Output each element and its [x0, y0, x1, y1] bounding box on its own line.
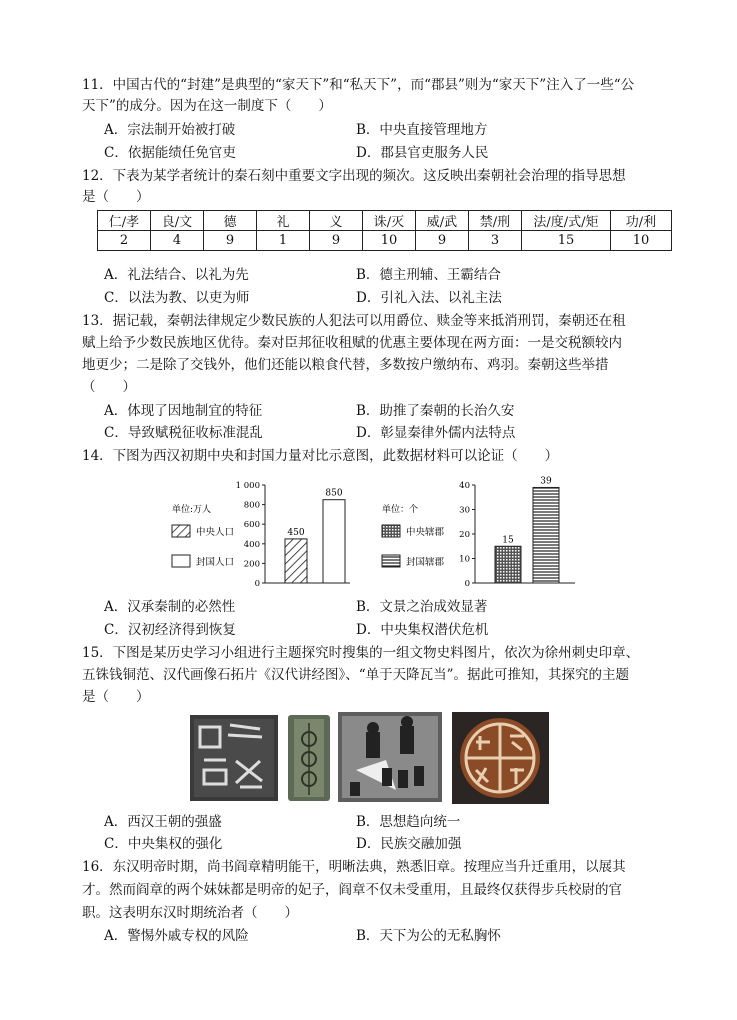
q14-stem: 14．下图为西汉初期中央和封国力量对比示意图，此数据材料可以论证（ ）	[82, 448, 559, 464]
q13-stem-3: 地更少；二是除了交钱外，他们还能以粮食代替，多数按户缴纳布、鸡羽。秦朝这些举措	[82, 357, 609, 373]
table-cell: 9	[310, 231, 363, 251]
q11-stem-2: 天下”的成分。因为在这一制度下（ ）	[82, 98, 332, 114]
q14-option-a: A．汉承秦制的必然性	[104, 599, 236, 615]
table-header-row	[98, 211, 672, 231]
table-row	[98, 231, 672, 251]
table-header: 仁/孝	[98, 211, 151, 231]
q13-option-d: D．彰显秦律外儒内法特点	[356, 425, 516, 441]
legend-label: 封国人口	[196, 557, 235, 568]
y-tick-label: 30	[459, 505, 470, 516]
q12-option-d: D．引礼入法、以礼主法	[356, 290, 502, 306]
table-cell: 9	[416, 231, 469, 251]
table-header: 功/利	[611, 211, 672, 231]
table-header: 礼	[257, 211, 310, 231]
population-chart	[172, 481, 350, 589]
bar	[285, 539, 307, 583]
legend-label: 封国辖郡	[406, 557, 445, 568]
q14-option-d: D．中央集权潜伏危机	[356, 622, 489, 638]
legend-label: 中央辖郡	[406, 527, 445, 538]
y-tick-label: 40	[459, 481, 470, 491]
q13-option-a: A．体现了因地制宜的特征	[104, 403, 263, 419]
unit-label: 单位：个	[382, 505, 419, 515]
q13-stem-1: 13．据记载，秦朝法律规定少数民族的人犯法可以用爵位、赎金等来抵消刑罚，秦朝还在租	[82, 313, 626, 329]
q15-stem-2: 五铢钱铜范、汉代画像石拓片《汉代讲经图》、“单于天降瓦当”。据此可推知，其探究的主题	[82, 667, 630, 683]
legend-swatch	[382, 525, 400, 537]
q13-option-b: B．助推了秦朝的长治久安	[356, 403, 515, 419]
table-cell: 3	[469, 231, 522, 251]
q15-stem-3: 是（ ）	[82, 689, 150, 705]
table-cell: 15	[522, 231, 611, 251]
q11-option-d: D．郡县官吏服务人民	[356, 145, 489, 161]
q14-option-c: C．汉初经济得到恢复	[104, 622, 236, 638]
table-cell: 10	[363, 231, 416, 251]
q15-option-b: B．思想趋向统一	[356, 814, 461, 830]
table-header: 德	[204, 211, 257, 231]
y-tick-label: 20	[459, 530, 470, 540]
legend-label: 中央人口	[196, 527, 235, 538]
table-cell: 10	[611, 231, 672, 251]
q14-option-b: B．文景之治成效显著	[356, 599, 488, 615]
commandery-chart	[382, 476, 575, 589]
y-tick-label: 10	[459, 554, 470, 565]
y-tick-label: 800	[243, 500, 260, 511]
q16-stem-3: 职。这表明东汉时期统治者（ ）	[82, 905, 298, 921]
q12-option-c: C．以法为教、以吏为师	[104, 290, 250, 306]
q16-option-a: A．警惕外戚专权的风险	[104, 928, 249, 944]
y-tick-label: 600	[243, 520, 260, 531]
q13-stem-4: （ ）	[82, 379, 136, 395]
q15-option-d: D．民族交融加强	[356, 836, 462, 852]
q12-option-b: B．德主刑辅、王霸结合	[356, 267, 501, 283]
legend-swatch	[172, 555, 190, 567]
legend-swatch	[172, 525, 190, 537]
table-header: 禁/刑	[469, 211, 522, 231]
q13-stem-2: 赋上给予少数民族地区优待。秦对臣邦征收租赋的优惠主要体现在两方面：一是交税额较内	[82, 335, 622, 351]
q11-option-a: A．宗法制开始被打破	[104, 122, 236, 138]
table-cell: 2	[98, 231, 151, 251]
table-cell: 1	[257, 231, 310, 251]
q16-stem-2: 才。然而阎章的两个妹妹都是明帝的妃子，阎章不仅未受重用，且最终仅获得步兵校尉的官	[82, 882, 622, 898]
bar	[533, 487, 559, 583]
y-tick-label: 400	[243, 539, 260, 550]
q15-stem-1: 15．下图是某历史学习小组进行主题探究时搜集的一组文物史料图片，依次为徐州刺史印章、	[82, 645, 640, 661]
q11-option-b: B．中央直接管理地方	[356, 122, 488, 138]
q16-stem-1: 16．东汉明帝时期，尚书阎章精明能干，明晰法典，熟悉旧章。按理应当升迁重用，以展其	[82, 859, 626, 875]
y-tick-label: 0	[464, 579, 470, 589]
table-cell: 9	[204, 231, 257, 251]
data-label: 15	[502, 535, 514, 546]
table-header: 法/度/式/矩	[522, 211, 611, 231]
q15-option-a: A．西汉王朝的强盛	[104, 814, 222, 830]
bar	[495, 546, 521, 583]
q12-stem-2: 是（ ）	[82, 189, 150, 205]
legend-swatch	[382, 555, 400, 567]
table-header: 威/武	[416, 211, 469, 231]
y-tick-label: 1 000	[235, 481, 260, 491]
y-tick-label: 0	[254, 579, 260, 589]
data-label: 450	[287, 527, 305, 538]
seal-image	[190, 715, 278, 801]
q12-option-a: A．礼法结合、以礼为先	[104, 267, 249, 283]
unit-label: 单位:万人	[172, 505, 212, 515]
lecture-rubbing-image	[338, 712, 442, 802]
q13-option-c: C．导致赋税征收标准混乱	[104, 425, 263, 441]
table-cell: 4	[151, 231, 204, 251]
power-comparison-chart	[170, 475, 580, 590]
table-header: 良/文	[151, 211, 204, 231]
table-header: 诛/灭	[363, 211, 416, 231]
frequency-table	[97, 210, 672, 251]
q11-option-c: C．依据能绩任免官吏	[104, 145, 236, 161]
q15-option-c: C．中央集权的强化	[104, 836, 223, 852]
coin-mould-image	[288, 715, 330, 801]
data-label: 850	[325, 488, 343, 499]
y-tick-label: 200	[243, 559, 260, 570]
q12-stem-1: 12．下表为某学者统计的秦石刻中重要文字出现的频次。这反映出秦朝社会治理的指导思想	[82, 168, 626, 184]
q16-option-b: B．天下为公的无私胸怀	[356, 928, 501, 944]
data-label: 39	[540, 476, 552, 487]
q11-stem-1: 11．中国古代的“封建”是典型的“家天下”和“私天下”，而“郡县”则为“家天下”注入了一些“公	[82, 77, 635, 93]
bar	[323, 500, 345, 583]
roof-tile-image	[452, 712, 549, 804]
table-header: 义	[310, 211, 363, 231]
